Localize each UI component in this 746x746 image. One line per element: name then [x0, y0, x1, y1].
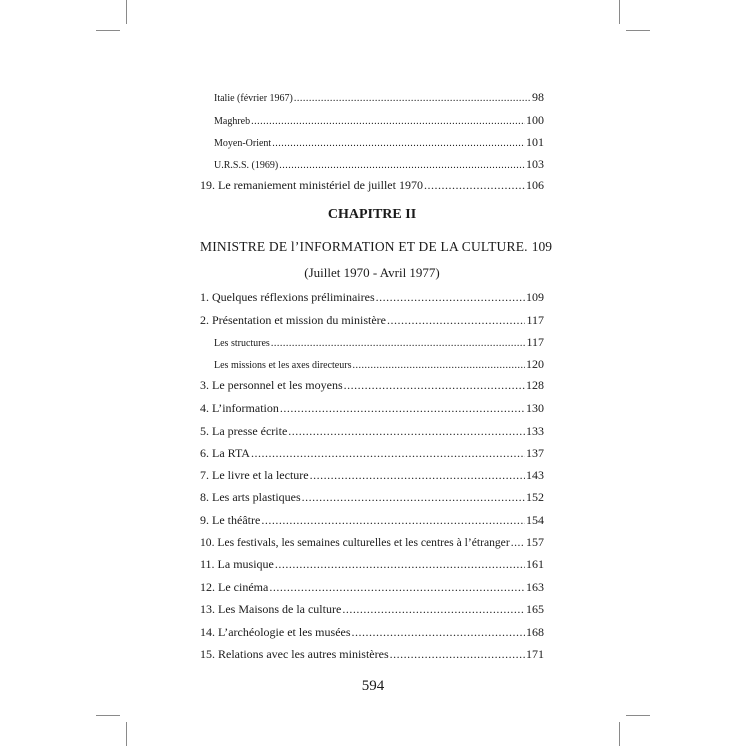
section-heading-page: 109	[531, 239, 552, 254]
toc-leader-dots	[251, 446, 525, 461]
toc-entry-page: 109	[526, 290, 544, 304]
toc-entry	[200, 490, 544, 505]
toc-leader-dots	[390, 647, 525, 662]
toc-entry-page: 168	[526, 625, 544, 639]
toc-entry-label: 8. Les arts plastiques	[200, 490, 301, 504]
toc-entry	[214, 135, 544, 150]
toc-entry-label: Les missions et les axes directeurs	[214, 360, 352, 371]
toc-entry-page: 154	[526, 513, 544, 527]
toc-entry-label: Moyen-Orient	[214, 138, 272, 149]
toc-entry-page: 117	[526, 313, 544, 327]
toc-leader-dots	[261, 513, 525, 528]
toc-leader-dots	[294, 93, 531, 104]
toc-entry	[214, 90, 544, 105]
toc-leader-dots	[376, 290, 525, 305]
toc-entry-page: 171	[526, 647, 544, 661]
toc-entry-page: 98	[532, 90, 544, 104]
crop-mark-bottom-right-v	[619, 722, 620, 746]
toc-entry	[200, 468, 544, 483]
toc-leader-dots	[352, 625, 525, 640]
section-dates: (Juillet 1970 - Avril 1977)	[304, 265, 440, 280]
toc-entry	[200, 602, 544, 617]
toc-entry	[200, 424, 544, 439]
toc-leader-dots	[424, 178, 525, 193]
toc-entry	[200, 178, 544, 193]
toc-entry	[200, 625, 544, 640]
toc-entry-label: 5. La presse écrite	[200, 424, 288, 438]
toc-entry-page: 130	[526, 401, 544, 415]
toc-leader-dots	[352, 360, 525, 371]
toc-entry	[200, 535, 544, 550]
toc-entry-label: 12. Le cinéma	[200, 580, 269, 594]
section-heading-text: MINISTRE DE l’INFORMATION ET DE LA CULTURE.	[200, 239, 528, 254]
toc-entry-page: 103	[526, 157, 544, 171]
toc-entry-label: 11. La musique	[200, 557, 274, 571]
toc-entry	[214, 113, 544, 128]
toc-entry-label: U.R.S.S. (1969)	[214, 160, 279, 171]
toc-entry-label: 7. Le livre et la lecture	[200, 468, 309, 482]
toc-entry-label: 15. Relations avec les autres ministères	[200, 647, 389, 661]
crop-mark-top-right-h	[626, 30, 650, 31]
toc-entry-label: 13. Les Maisons de la culture	[200, 602, 342, 616]
toc-entry	[200, 401, 544, 416]
toc-entry	[200, 378, 544, 393]
page-number: 594	[361, 678, 385, 694]
toc-entry-label: 1. Quelques réflexions préliminaires	[200, 290, 375, 304]
toc-entry-label: 6. La RTA	[200, 446, 250, 460]
toc-leader-dots	[279, 160, 525, 171]
toc-entry-label: 19. Le remaniement ministériel de juillet 1970	[200, 178, 423, 192]
toc-entry-page: 165	[526, 602, 544, 616]
toc-leader-dots	[269, 580, 525, 595]
toc-entry	[214, 357, 544, 372]
toc-leader-dots	[344, 378, 525, 393]
toc-entry-label: 9. Le théâtre	[200, 513, 261, 527]
toc-entry-page: 117	[526, 335, 544, 349]
toc-entry-page: 133	[526, 424, 544, 438]
toc-entry	[200, 290, 544, 305]
toc-entry	[200, 313, 544, 328]
toc-entry	[200, 557, 544, 572]
chapter-title: CHAPITRE II	[327, 207, 417, 222]
toc-entry	[214, 335, 544, 350]
toc-leader-dots	[280, 401, 525, 416]
toc-leader-dots	[302, 490, 525, 505]
crop-mark-top-left-h	[96, 30, 120, 31]
toc-entry	[200, 580, 544, 595]
crop-mark-bottom-right-h	[626, 715, 650, 716]
toc-entry-page: 100	[526, 113, 544, 127]
toc-entry-page: 143	[526, 468, 544, 482]
crop-mark-bottom-left-v	[126, 722, 127, 746]
toc-entry-page: 137	[526, 446, 544, 460]
toc-entry-page: 152	[526, 490, 544, 504]
toc-entry-page: 128	[526, 378, 544, 392]
toc-entry-page: 106	[526, 178, 544, 192]
toc-entry-label: 2. Présentation et mission du ministère	[200, 313, 386, 327]
toc-leader-dots	[271, 338, 526, 349]
toc-entry-page: 157	[526, 535, 544, 549]
crop-mark-top-left-v	[126, 0, 127, 24]
toc-leader-dots	[251, 116, 525, 127]
toc-leader-dots	[310, 468, 525, 483]
toc-leader-dots	[511, 536, 525, 549]
toc-entry	[214, 157, 544, 172]
toc-leader-dots	[275, 557, 525, 572]
toc-entry	[200, 647, 544, 662]
toc-leader-dots	[342, 602, 525, 617]
toc-entry-label: Italie (février 1967)	[214, 93, 293, 104]
toc-entry-page: 161	[526, 557, 544, 571]
toc-leader-dots	[272, 138, 525, 149]
toc-entry-page: 101	[526, 135, 544, 149]
toc-entry-label: Maghreb	[214, 116, 251, 127]
toc-leader-dots	[387, 313, 525, 328]
toc-entry-label: 4. L’information	[200, 401, 279, 415]
toc-entry-label: 10. Les festivals, les semaines culturelles et les centres à l’étranger	[200, 536, 510, 549]
toc-entry-label: 14. L’archéologie et les musées	[200, 625, 351, 639]
toc-entry-page: 163	[526, 580, 544, 594]
crop-mark-top-right-v	[619, 0, 620, 24]
toc-entry	[200, 446, 544, 461]
toc-entry-label: Les structures	[214, 338, 270, 349]
toc-entry-page: 120	[526, 357, 544, 371]
toc-leader-dots	[288, 424, 525, 439]
crop-mark-bottom-left-h	[96, 715, 120, 716]
toc-entry	[200, 513, 544, 528]
toc-entry-label: 3. Le personnel et les moyens	[200, 378, 343, 392]
section-heading	[200, 239, 552, 255]
